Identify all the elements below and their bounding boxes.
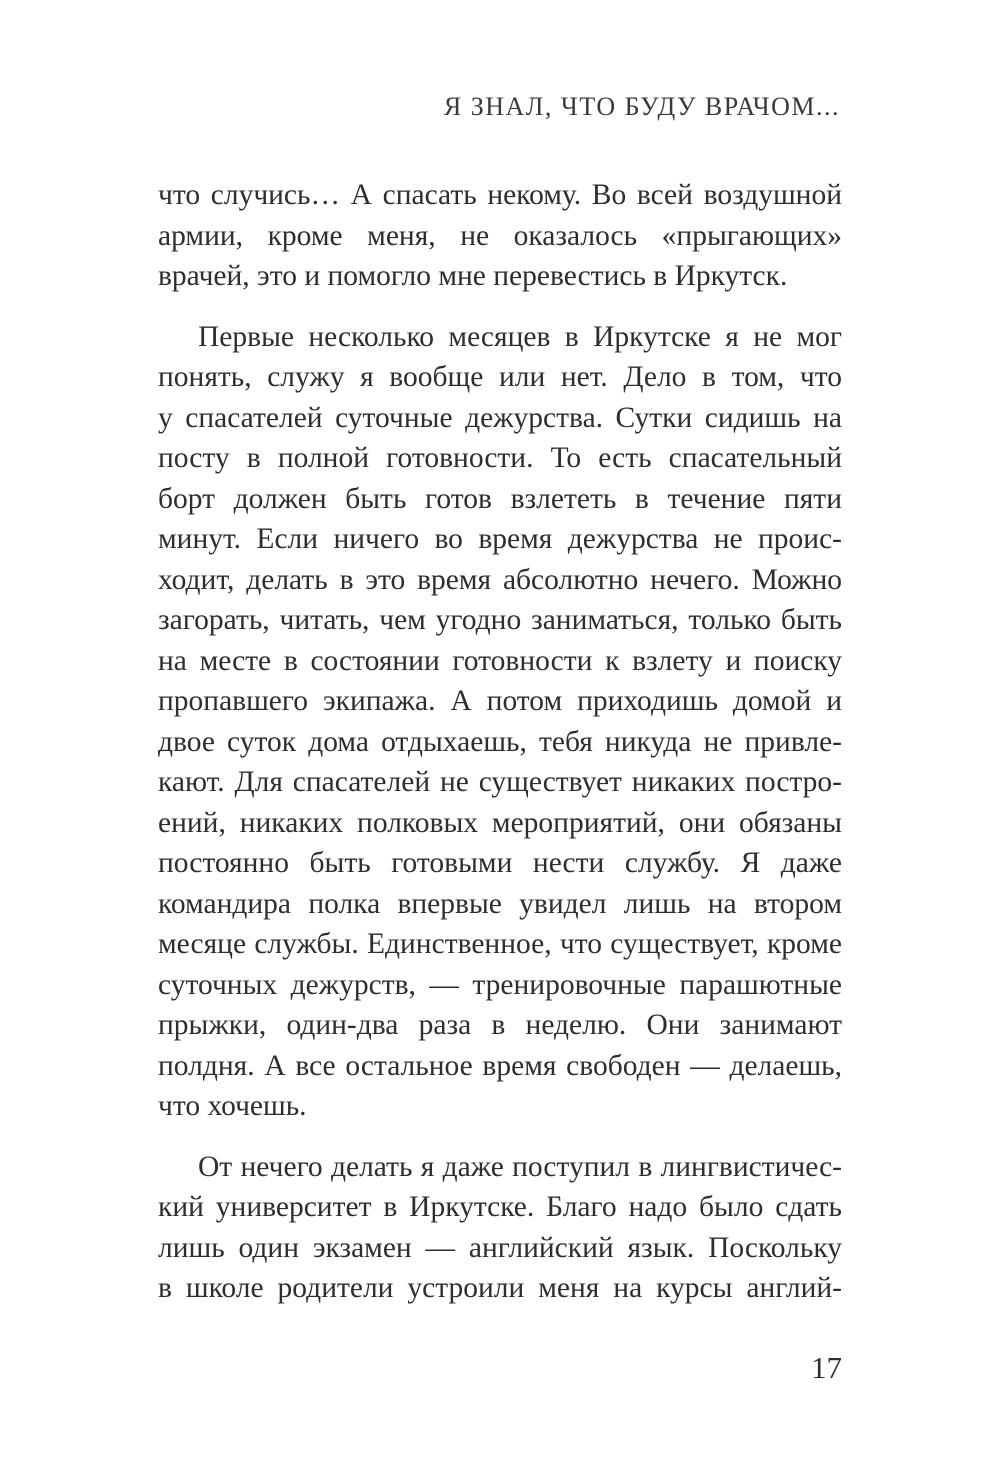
text-line: у спасателей суточные дежурства. Сутки сидишь на (158, 401, 842, 434)
text-line: пропавшего экипажа. А потом приходишь домой и (158, 685, 842, 717)
text-line: что случись… А спасать некому. Во всей воздушной (158, 179, 842, 211)
text-line: понять, служу я вообще или нет. Дело в том, что (158, 361, 842, 393)
text-line: армии, кроме меня, не оказалось «прыгающих» (158, 219, 842, 252)
body-text (158, 175, 842, 1309)
text-line: месяце службы. Единственное, что существует, кроме (158, 928, 842, 960)
running-head: Я ЗНАЛ, ЧТО БУДУ ВРАЧОМ... (443, 92, 840, 121)
paragraph-1 (158, 175, 842, 297)
text-line: постоянно быть готовыми нести службу. Я даже (158, 847, 842, 879)
text-line: врачей, это и помогло мне перевестись в Иркутск. (158, 260, 788, 292)
page-number: 17 (811, 1350, 842, 1385)
text-line: кают. Для спасателей не существует никаких постро- (158, 766, 842, 798)
text-line: От нечего делать я даже поступил в лингвистичес- (198, 1150, 842, 1183)
text-line: полдня. А все остальное время свободен — делаешь, (158, 1049, 842, 1082)
text-line: ходит, делать в это время абсолютно нечего. Можно (158, 563, 842, 596)
paragraph-2 (158, 317, 842, 1127)
text-line: на месте в состоянии готовности к взлету и поиску (158, 644, 842, 677)
text-line: ений, никаких полковых мероприятий, они обязаны (158, 806, 842, 839)
text-line: в школе родители устроили меня на курсы англий- (158, 1272, 842, 1304)
text-line: загорать, читать, чем угодно заниматься, только быть (158, 604, 842, 636)
text-line: прыжки, один-два раза в неделю. Они занимают (158, 1009, 842, 1041)
text-line: минут. Если ничего во время дежурства не проис- (158, 523, 842, 555)
text-line: лишь один экзамен — английский язык. Поскольку (158, 1231, 842, 1264)
text-line: что хочешь. (158, 1090, 307, 1122)
paragraph-3 (158, 1147, 842, 1309)
text-line: двое суток дома отдыхаешь, тебя никуда не привле- (158, 725, 842, 758)
text-line: Первые несколько месяцев в Иркутске я не мог (198, 320, 842, 353)
text-line: командира полка впервые увидел лишь на втором (158, 887, 842, 920)
text-line: суточных дежурств, — тренировочные парашютные (158, 968, 842, 1001)
text-line: посту в полной готовности. То есть спасательный (158, 442, 842, 474)
text-line: кий университет в Иркутске. Благо надо было сдать (158, 1191, 842, 1223)
text-line: борт должен быть готов взлететь в течение пяти (158, 482, 842, 515)
